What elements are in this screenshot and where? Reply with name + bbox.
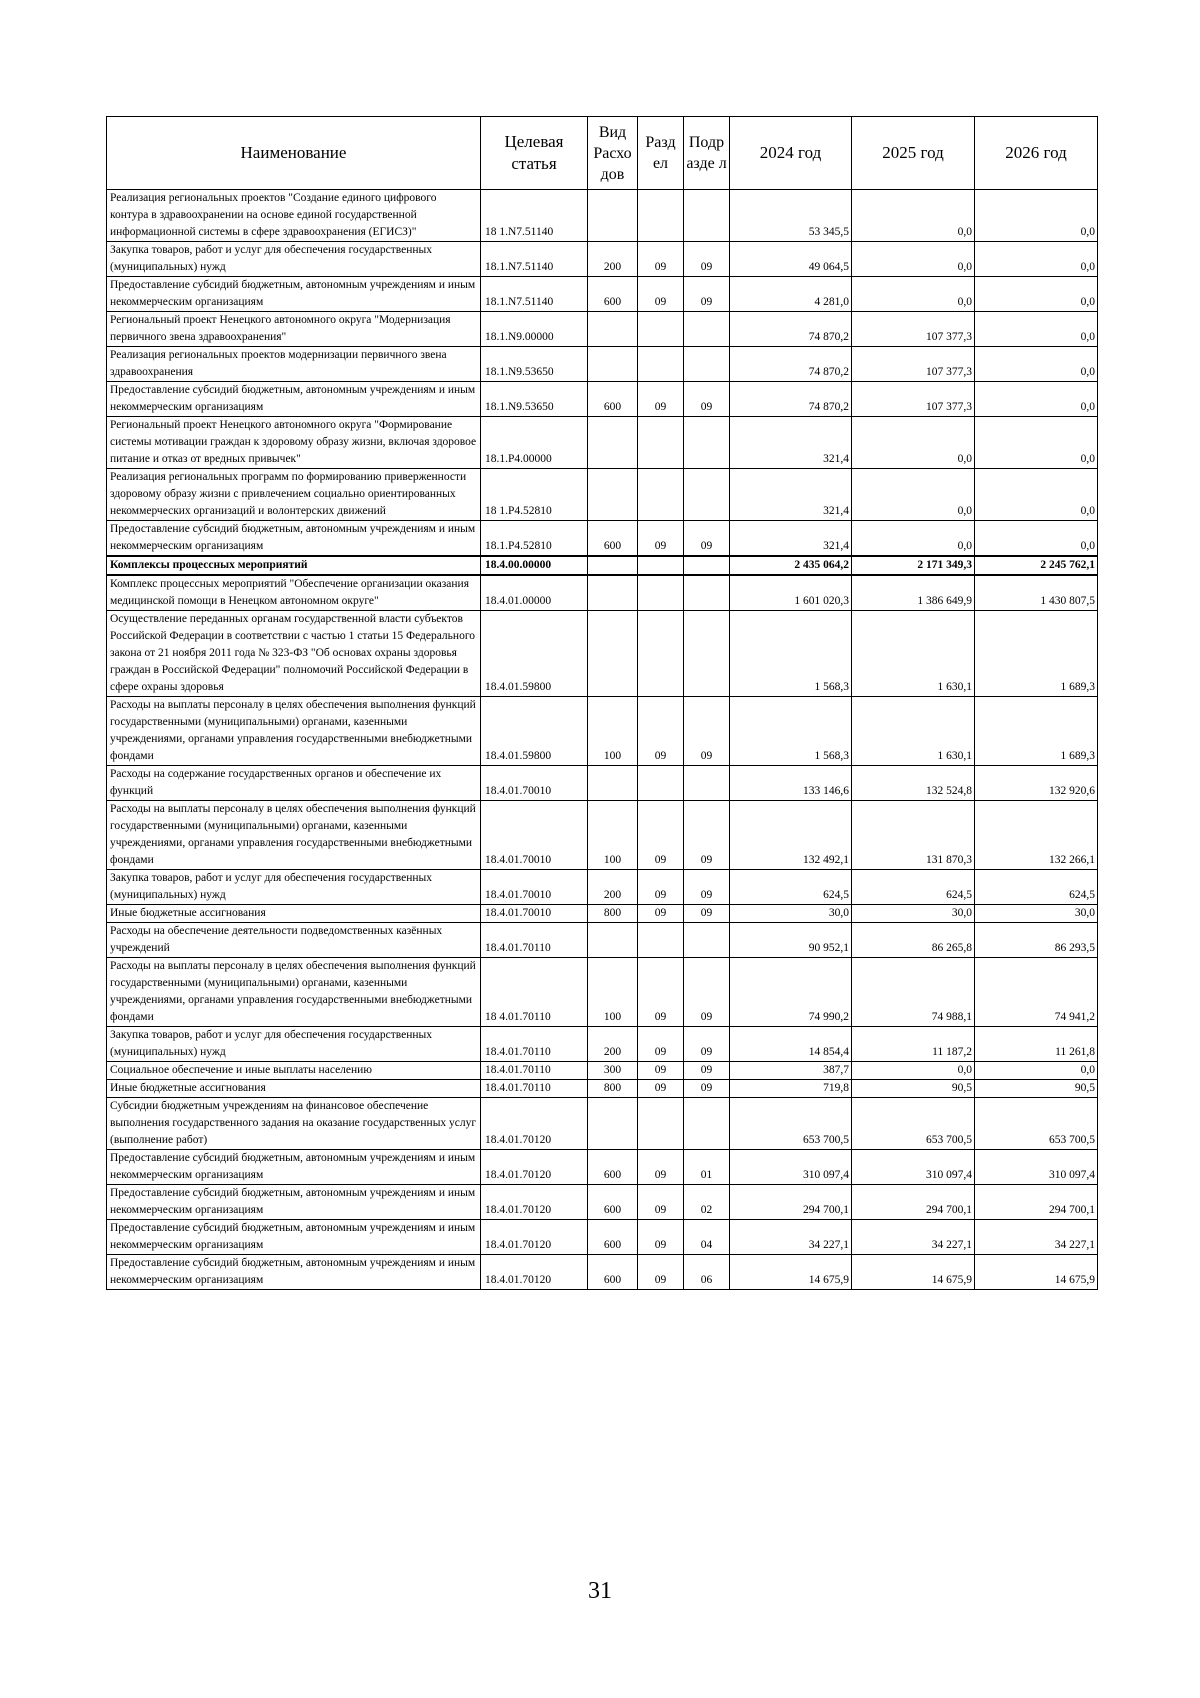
row-vid [588,469,638,521]
row-podrazdel [684,923,730,958]
row-vid: 600 [588,277,638,312]
row-target-code: 18.4.01.70120 [481,1220,588,1255]
row-podrazdel [684,575,730,611]
table-row [107,1062,1098,1080]
row-target-code: 18.4.01.70010 [481,766,588,801]
table-row [107,958,1098,1027]
row-vid: 600 [588,382,638,417]
row-value-2024: 1 568,3 [730,611,852,697]
row-target-code: 18 1.P4.52810 [481,469,588,521]
table-row [107,801,1098,870]
row-razdel [638,766,684,801]
row-value-2026: 0,0 [975,417,1098,469]
row-value-2024: 49 064,5 [730,242,852,277]
row-target-code: 18.1.P4.52810 [481,521,588,557]
row-vid: 800 [588,905,638,923]
row-name: Предоставление субсидий бюджетным, автономным учреждениям и иным некоммерческим организациям [107,277,481,312]
row-razdel [638,556,684,575]
row-vid [588,190,638,242]
row-razdel [638,611,684,697]
row-name: Закупка товаров, работ и услуг для обеспечения государственных (муниципальных) нужд [107,1027,481,1062]
row-value-2025: 74 988,1 [852,958,975,1027]
row-target-code: 18 1.N7.51140 [481,190,588,242]
row-vid [588,1098,638,1150]
row-value-2026: 1 689,3 [975,611,1098,697]
table-row [107,905,1098,923]
row-podrazdel: 09 [684,242,730,277]
row-value-2024: 90 952,1 [730,923,852,958]
row-name: Расходы на выплаты персоналу в целях обеспечения выполнения функций государственными (муниципальными) органами, казенными учреждениями, органами управления государственными внебюджетными фондами [107,801,481,870]
row-vid [588,575,638,611]
row-podrazdel: 09 [684,870,730,905]
row-razdel: 09 [638,958,684,1027]
row-vid [588,417,638,469]
row-podrazdel [684,190,730,242]
row-razdel: 09 [638,801,684,870]
row-value-2024: 1 568,3 [730,697,852,766]
row-value-2025: 294 700,1 [852,1185,975,1220]
row-razdel [638,1098,684,1150]
row-razdel: 09 [638,697,684,766]
row-name: Предоставление субсидий бюджетным, автономным учреждениям и иным некоммерческим организациям [107,521,481,557]
table-row [107,242,1098,277]
row-razdel: 09 [638,1255,684,1290]
row-value-2024: 14 854,4 [730,1027,852,1062]
row-value-2025: 0,0 [852,190,975,242]
row-value-2024: 321,4 [730,469,852,521]
row-value-2026: 0,0 [975,277,1098,312]
row-value-2025: 0,0 [852,1062,975,1080]
page-number: 31 [588,1578,612,1604]
row-vid: 800 [588,1080,638,1098]
row-value-2024: 14 675,9 [730,1255,852,1290]
row-value-2026: 1 430 807,5 [975,575,1098,611]
row-value-2025: 107 377,3 [852,382,975,417]
row-name: Предоставление субсидий бюджетным, автономным учреждениям и иным некоммерческим организациям [107,1150,481,1185]
row-razdel: 09 [638,1185,684,1220]
table-row [107,1220,1098,1255]
row-name: Региональный проект Ненецкого автономного округа "Модернизация первичного звена здравоохранения" [107,312,481,347]
row-podrazdel: 06 [684,1255,730,1290]
budget-table [106,116,1098,1290]
row-podrazdel [684,556,730,575]
row-value-2024: 294 700,1 [730,1185,852,1220]
row-value-2026: 30,0 [975,905,1098,923]
row-podrazdel: 09 [684,521,730,557]
row-vid: 100 [588,958,638,1027]
row-razdel [638,923,684,958]
row-podrazdel: 02 [684,1185,730,1220]
row-value-2025: 2 171 349,3 [852,556,975,575]
row-vid [588,611,638,697]
row-vid: 200 [588,1027,638,1062]
row-name: Комплексы процессных мероприятий [107,556,481,575]
row-value-2026: 1 689,3 [975,697,1098,766]
header-2024: 2024 год [730,117,852,190]
row-value-2024: 2 435 064,2 [730,556,852,575]
row-razdel: 09 [638,1027,684,1062]
row-podrazdel: 09 [684,382,730,417]
row-target-code: 18.1.P4.00000 [481,417,588,469]
row-podrazdel: 09 [684,1027,730,1062]
row-value-2025: 0,0 [852,242,975,277]
row-value-2026: 653 700,5 [975,1098,1098,1150]
table-row [107,1255,1098,1290]
row-name: Иные бюджетные ассигнования [107,905,481,923]
row-target-code: 18.4.01.70120 [481,1185,588,1220]
row-razdel [638,190,684,242]
row-podrazdel: 09 [684,801,730,870]
row-target-code: 18.1.N9.53650 [481,382,588,417]
row-vid: 200 [588,870,638,905]
table-row [107,923,1098,958]
row-podrazdel: 09 [684,905,730,923]
row-value-2025: 1 386 649,9 [852,575,975,611]
table-row [107,611,1098,697]
table-row [107,417,1098,469]
row-podrazdel: 01 [684,1150,730,1185]
row-value-2024: 53 345,5 [730,190,852,242]
table-row [107,1185,1098,1220]
row-vid [588,556,638,575]
table-row [107,575,1098,611]
row-razdel: 09 [638,905,684,923]
row-value-2025: 14 675,9 [852,1255,975,1290]
row-value-2025: 1 630,1 [852,611,975,697]
row-target-code: 18.4.01.70010 [481,801,588,870]
row-name: Комплекс процессных мероприятий "Обеспечение организации оказания медицинской помощи в Ненецком автономном округе" [107,575,481,611]
row-value-2025: 1 630,1 [852,697,975,766]
row-name: Региональный проект Ненецкого автономного округа "Формирование системы мотивации граждан к здоровому образу жизни, включая здоровое питание и отказ от вредных привычек" [107,417,481,469]
row-razdel [638,575,684,611]
row-target-code: 18.4.01.70120 [481,1098,588,1150]
table-row [107,1080,1098,1098]
row-name: Субсидии бюджетным учреждениям на финансовое обеспечение выполнения государственного задания на оказание государственных услуг (выполнение работ) [107,1098,481,1150]
row-value-2025: 653 700,5 [852,1098,975,1150]
row-razdel [638,312,684,347]
row-value-2024: 30,0 [730,905,852,923]
row-vid: 600 [588,1150,638,1185]
row-vid: 600 [588,1220,638,1255]
row-vid: 100 [588,697,638,766]
row-podrazdel [684,347,730,382]
row-name: Иные бюджетные ассигнования [107,1080,481,1098]
row-razdel [638,347,684,382]
header-name: Наименование [107,117,481,190]
row-value-2024: 74 990,2 [730,958,852,1027]
row-podrazdel [684,611,730,697]
row-value-2026: 14 675,9 [975,1255,1098,1290]
row-value-2026: 0,0 [975,312,1098,347]
row-value-2025: 107 377,3 [852,312,975,347]
table-row [107,382,1098,417]
row-podrazdel [684,766,730,801]
row-razdel: 09 [638,382,684,417]
header-2025: 2025 год [852,117,975,190]
row-vid [588,923,638,958]
row-name: Расходы на выплаты персоналу в целях обеспечения выполнения функций государственными (муниципальными) органами, казенными учреждениями, органами управления государственными внебюджетными фондами [107,958,481,1027]
row-target-code: 18.1.N9.00000 [481,312,588,347]
row-target-code: 18.4.01.00000 [481,575,588,611]
table-row [107,1150,1098,1185]
table-row [107,277,1098,312]
row-value-2025: 0,0 [852,417,975,469]
header-razdel: Разд ел [638,117,684,190]
row-podrazdel: 09 [684,1080,730,1098]
row-name: Расходы на обеспечение деятельности подведомственных казённых учреждений [107,923,481,958]
table-row [107,469,1098,521]
row-value-2024: 310 097,4 [730,1150,852,1185]
row-value-2024: 74 870,2 [730,312,852,347]
row-value-2024: 133 146,6 [730,766,852,801]
table-row [107,697,1098,766]
row-name: Предоставление субсидий бюджетным, автономным учреждениям и иным некоммерческим организациям [107,382,481,417]
row-value-2025: 90,5 [852,1080,975,1098]
table-body [107,190,1098,1290]
row-razdel: 09 [638,1062,684,1080]
row-vid: 300 [588,1062,638,1080]
row-target-code: 18.4.01.70110 [481,1062,588,1080]
header-vid: Вид Расхо дов [588,117,638,190]
table-row [107,870,1098,905]
row-value-2026: 132 920,6 [975,766,1098,801]
row-value-2025: 624,5 [852,870,975,905]
row-value-2025: 107 377,3 [852,347,975,382]
row-target-code: 18.4.01.70110 [481,1027,588,1062]
row-value-2026: 132 266,1 [975,801,1098,870]
row-target-code: 18.4.01.70010 [481,870,588,905]
row-podrazdel [684,417,730,469]
row-target-code: 18.1.N7.51140 [481,277,588,312]
row-razdel: 09 [638,870,684,905]
row-value-2025: 86 265,8 [852,923,975,958]
row-razdel: 09 [638,521,684,557]
row-value-2024: 719,8 [730,1080,852,1098]
table-row [107,347,1098,382]
row-value-2025: 0,0 [852,521,975,557]
row-name: Предоставление субсидий бюджетным, автономным учреждениям и иным некоммерческим организациям [107,1255,481,1290]
row-value-2026: 294 700,1 [975,1185,1098,1220]
row-name: Предоставление субсидий бюджетным, автономным учреждениям и иным некоммерческим организациям [107,1220,481,1255]
row-value-2025: 30,0 [852,905,975,923]
row-value-2025: 131 870,3 [852,801,975,870]
row-razdel: 09 [638,242,684,277]
row-vid [588,312,638,347]
row-name: Закупка товаров, работ и услуг для обеспечения государственных (муниципальных) нужд [107,870,481,905]
row-value-2024: 321,4 [730,417,852,469]
row-target-code: 18.1.N7.51140 [481,242,588,277]
row-value-2025: 0,0 [852,277,975,312]
row-vid [588,766,638,801]
header-podrazdel: Подр азде л [684,117,730,190]
row-value-2026: 74 941,2 [975,958,1098,1027]
row-value-2026: 34 227,1 [975,1220,1098,1255]
row-razdel: 09 [638,277,684,312]
row-name: Расходы на содержание государственных органов и обеспечение их функций [107,766,481,801]
row-razdel: 09 [638,1080,684,1098]
row-value-2026: 0,0 [975,190,1098,242]
row-podrazdel [684,1098,730,1150]
row-value-2025: 310 097,4 [852,1150,975,1185]
row-podrazdel: 09 [684,697,730,766]
row-value-2024: 34 227,1 [730,1220,852,1255]
row-razdel: 09 [638,1220,684,1255]
row-name: Осуществление переданных органам государственной власти субъектов Российской Федерации в соответствии с частью 1 статьи 15 Федерального закона от 21 ноября 2011 года № 323-ФЗ "Об основах охраны здоровья граждан в Российской Федерации" полномочий Российской Федерации в сфере охраны здоровья [107,611,481,697]
row-podrazdel: 09 [684,958,730,1027]
row-razdel: 09 [638,1150,684,1185]
row-name: Реализация региональных проектов "Создание единого цифрового контура в здравоохранении на основе единой государственной информационной системы в сфере здравоохранения (ЕГИСЗ)" [107,190,481,242]
row-target-code: 18.4.01.59800 [481,611,588,697]
row-value-2024: 74 870,2 [730,382,852,417]
row-value-2026: 624,5 [975,870,1098,905]
row-value-2024: 321,4 [730,521,852,557]
row-vid: 600 [588,521,638,557]
table-row [107,1098,1098,1150]
row-value-2026: 86 293,5 [975,923,1098,958]
row-podrazdel: 04 [684,1220,730,1255]
row-name: Предоставление субсидий бюджетным, автономным учреждениям и иным некоммерческим организациям [107,1185,481,1220]
row-value-2026: 90,5 [975,1080,1098,1098]
row-vid: 200 [588,242,638,277]
row-value-2026: 0,0 [975,1062,1098,1080]
row-value-2024: 653 700,5 [730,1098,852,1150]
row-target-code: 18.4.00.00000 [481,556,588,575]
table-row [107,766,1098,801]
row-target-code: 18.4.01.70110 [481,923,588,958]
row-value-2026: 0,0 [975,521,1098,557]
row-value-2024: 1 601 020,3 [730,575,852,611]
row-vid: 600 [588,1255,638,1290]
row-name: Реализация региональных проектов модернизации первичного звена здравоохранения [107,347,481,382]
row-value-2026: 0,0 [975,382,1098,417]
header-target: Целевая статья [481,117,588,190]
row-target-code: 18.4.01.70110 [481,1080,588,1098]
row-value-2024: 132 492,1 [730,801,852,870]
row-podrazdel [684,312,730,347]
table-row [107,1027,1098,1062]
row-value-2024: 4 281,0 [730,277,852,312]
row-name: Расходы на выплаты персоналу в целях обеспечения выполнения функций государственными (муниципальными) органами, казенными учреждениями, органами управления государственными внебюджетными фондами [107,697,481,766]
row-value-2024: 387,7 [730,1062,852,1080]
row-target-code: 18.1.N9.53650 [481,347,588,382]
row-value-2025: 34 227,1 [852,1220,975,1255]
row-name: Реализация региональных программ по формированию приверженности здоровому образу жизни с привлечением социально ориентированных некоммерческих организаций и волонтерских движений [107,469,481,521]
table-row [107,521,1098,557]
row-value-2025: 11 187,2 [852,1027,975,1062]
header-2026: 2026 год [975,117,1098,190]
table-row [107,190,1098,242]
row-value-2026: 11 261,8 [975,1027,1098,1062]
row-target-code: 18.4.01.70010 [481,905,588,923]
row-target-code: 18 4.01.70110 [481,958,588,1027]
row-razdel [638,469,684,521]
row-podrazdel [684,469,730,521]
row-razdel [638,417,684,469]
row-target-code: 18.4.01.70120 [481,1255,588,1290]
row-value-2026: 2 245 762,1 [975,556,1098,575]
row-value-2026: 0,0 [975,469,1098,521]
row-value-2026: 310 097,4 [975,1150,1098,1185]
row-value-2026: 0,0 [975,347,1098,382]
row-target-code: 18.4.01.70120 [481,1150,588,1185]
row-value-2025: 0,0 [852,469,975,521]
row-name: Закупка товаров, работ и услуг для обеспечения государственных (муниципальных) нужд [107,242,481,277]
row-value-2024: 74 870,2 [730,347,852,382]
row-vid: 100 [588,801,638,870]
row-target-code: 18.4.01.59800 [481,697,588,766]
table-row [107,556,1098,575]
row-vid: 600 [588,1185,638,1220]
row-podrazdel: 09 [684,277,730,312]
row-name: Социальное обеспечение и иные выплаты населению [107,1062,481,1080]
table-header [107,117,1098,190]
row-vid [588,347,638,382]
row-value-2024: 624,5 [730,870,852,905]
row-value-2026: 0,0 [975,242,1098,277]
row-podrazdel: 09 [684,1062,730,1080]
table-row [107,312,1098,347]
row-value-2025: 132 524,8 [852,766,975,801]
